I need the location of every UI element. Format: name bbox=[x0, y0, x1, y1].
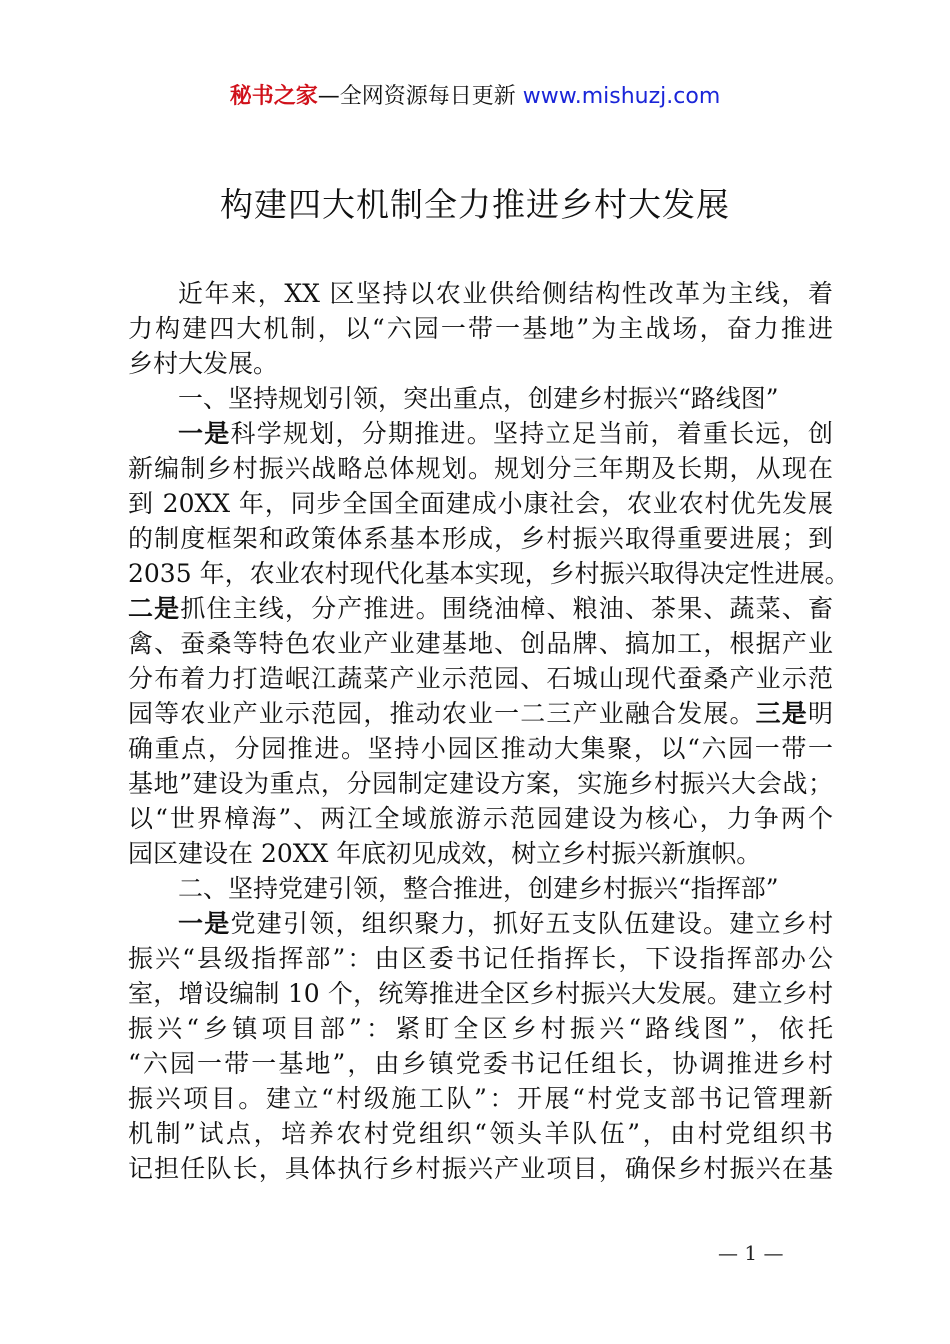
text-line bbox=[128, 1116, 833, 1151]
text-line bbox=[128, 276, 833, 311]
site-banner bbox=[0, 80, 950, 114]
text-line bbox=[128, 591, 833, 626]
document-body bbox=[128, 276, 850, 1186]
text-segment: 新编制乡村振兴战略总体规划。规划分三年期及长期，从现在 bbox=[128, 454, 833, 483]
text-line bbox=[128, 696, 833, 731]
item-marker: 二是 bbox=[128, 594, 181, 623]
text-line bbox=[128, 906, 833, 941]
text-line bbox=[128, 766, 833, 801]
text-segment: 党建引领，组织聚力，抓好五支队伍建设。建立乡村 bbox=[230, 909, 833, 938]
item-marker: 一是 bbox=[178, 909, 231, 938]
text-line bbox=[128, 661, 833, 696]
text-line bbox=[128, 941, 833, 976]
text-segment: 明 bbox=[807, 699, 833, 728]
text-segment: 以“世界樟海”、两江全域旅游示范园建设为核心，力争两个 bbox=[128, 804, 833, 833]
text-segment: 二、坚持党建引领，整合推进，创建乡村振兴“指挥部” bbox=[178, 874, 779, 903]
text-segment: 机制”试点，培养农村党组织“领头羊队伍”，由村党组织书 bbox=[128, 1119, 833, 1148]
text-line bbox=[128, 451, 833, 486]
text-segment: 分布着力打造岷江蔬菜产业示范园、石城山现代蚕桑产业示范 bbox=[128, 664, 833, 693]
text-line bbox=[128, 311, 833, 346]
section-heading bbox=[128, 871, 833, 906]
document-title: 构建四大机制全力推进乡村大发展 bbox=[220, 185, 730, 224]
text-segment: 近年来，XX 区坚持以农业供给侧结构性改革为主线，着 bbox=[178, 279, 833, 308]
text-segment: 的制度框架和政策体系基本形成，乡村振兴取得重要进展；到 bbox=[128, 524, 833, 553]
text-segment: 乡村大发展。 bbox=[128, 349, 279, 378]
text-line bbox=[128, 1151, 833, 1186]
text-segment: 一、坚持规划引领，突出重点，创建乡村振兴“路线图” bbox=[178, 384, 779, 413]
page-number: — 1 — bbox=[718, 1241, 784, 1265]
text-line bbox=[128, 486, 833, 521]
text-segment: 到 20XX 年，同步全国全面建成小康社会，农业农村优先发展 bbox=[128, 489, 833, 518]
text-segment: 科学规划，分期推进。坚持立足当前，着重长远，创 bbox=[230, 419, 833, 448]
text-line bbox=[128, 976, 833, 1011]
text-line bbox=[128, 731, 833, 766]
text-line bbox=[128, 801, 833, 836]
item-marker: 三是 bbox=[755, 699, 808, 728]
text-segment: 2035 年，农业农村现代化基本实现，乡村振兴取得决定性进展。 bbox=[128, 559, 850, 588]
text-line bbox=[128, 1011, 833, 1046]
text-segment: 振兴“县级指挥部”：由区委书记任指挥长，下设指挥部办公 bbox=[128, 944, 833, 973]
text-segment: 确重点，分园推进。坚持小园区推动大集聚，以“六园一带一 bbox=[128, 734, 833, 763]
text-segment: 抓住主线，分产推进。围绕油樟、粮油、茶果、蔬菜、畜 bbox=[180, 594, 833, 623]
text-segment: “六园一带一基地”，由乡镇党委书记任组长，协调推进乡村 bbox=[128, 1049, 833, 1078]
text-segment: 禽、蚕桑等特色农业产业建基地、创品牌、搞加工，根据产业 bbox=[128, 629, 833, 658]
site-brand: 秘书之家 bbox=[229, 84, 318, 109]
text-line bbox=[128, 416, 833, 451]
text-line bbox=[128, 346, 833, 381]
text-segment: 基地”建设为重点，分园制定建设方案，实施乡村振兴大会战； bbox=[128, 769, 833, 798]
site-url-link[interactable]: www.mishuzj.com bbox=[522, 84, 721, 109]
text-line bbox=[128, 626, 833, 661]
text-line bbox=[128, 556, 850, 591]
text-line bbox=[128, 1046, 833, 1081]
text-segment: 记担任队长，具体执行乡村振兴产业项目，确保乡村振兴在基 bbox=[128, 1154, 833, 1183]
text-segment: 振兴项目。建立“村级施工队”：开展“村党支部书记管理新 bbox=[128, 1084, 833, 1113]
text-segment: 园区建设在 20XX 年底初见成效，树立乡村振兴新旗帜。 bbox=[128, 839, 762, 868]
text-line bbox=[128, 1081, 833, 1116]
text-segment: 力构建四大机制，以“六园一带一基地”为主战场，奋力推进 bbox=[128, 314, 833, 343]
site-slogan: —全网资源每日更新 bbox=[317, 84, 523, 109]
text-segment: 室，增设编制 10 个，统筹推进全区乡村振兴大发展。建立乡村 bbox=[128, 979, 833, 1008]
item-marker: 一是 bbox=[178, 419, 231, 448]
text-line bbox=[128, 836, 833, 871]
text-segment: 园等农业产业示范园，推动农业一二三产业融合发展。 bbox=[128, 699, 756, 728]
text-segment: 振兴“乡镇项目部”：紧盯全区乡村振兴“路线图”，依托 bbox=[128, 1014, 834, 1043]
section-heading bbox=[128, 381, 833, 416]
text-line bbox=[128, 521, 833, 556]
